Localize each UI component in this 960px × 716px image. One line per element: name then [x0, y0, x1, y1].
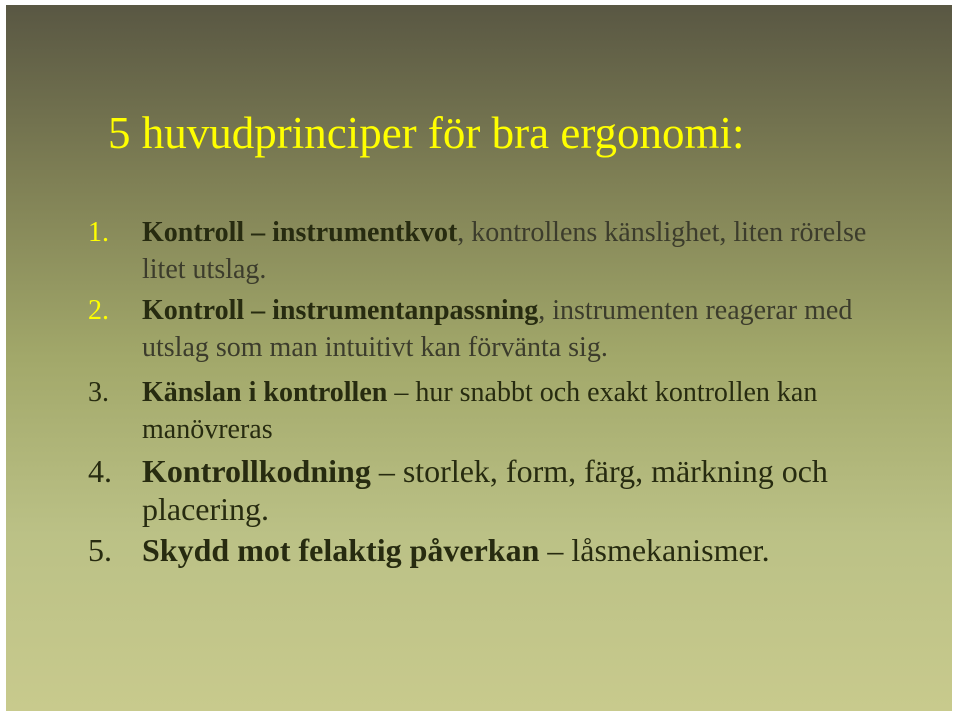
item-number: 4.	[88, 453, 112, 489]
principles-list	[88, 214, 908, 569]
item-lead: Skydd mot felaktig påverkan	[142, 532, 540, 568]
list-item	[88, 531, 908, 569]
list-item	[88, 292, 908, 366]
item-lead: Kontroll – instrumentanpassning	[142, 295, 539, 326]
item-number: 1.	[88, 217, 109, 248]
slide-title: 5 huvudprinciper för bra ergonomi:	[108, 108, 745, 158]
item-text: , kontrollens känslighet, liten rörelse litet utslag.	[142, 217, 867, 285]
list-item	[88, 374, 908, 448]
item-text: , instrumenten reagerar med utslag som man intuitivt kan förvänta sig.	[142, 295, 853, 363]
item-text: – låsmekanismer.	[539, 532, 770, 568]
slide	[6, 5, 952, 711]
item-number: 3.	[88, 377, 109, 408]
item-lead: Känslan i kontrollen	[142, 377, 388, 408]
item-lead: Kontrollkodning	[142, 453, 371, 489]
list-item	[88, 214, 908, 288]
item-text: – hur snabbt och exakt kontrollen kan manövreras	[142, 377, 818, 445]
list-item	[88, 452, 908, 528]
item-number: 2.	[88, 295, 109, 326]
item-number: 5.	[88, 532, 112, 568]
item-lead: Kontroll – instrumentkvot	[142, 217, 458, 248]
item-text: – storlek, form, färg, märkning och placering.	[142, 453, 828, 527]
